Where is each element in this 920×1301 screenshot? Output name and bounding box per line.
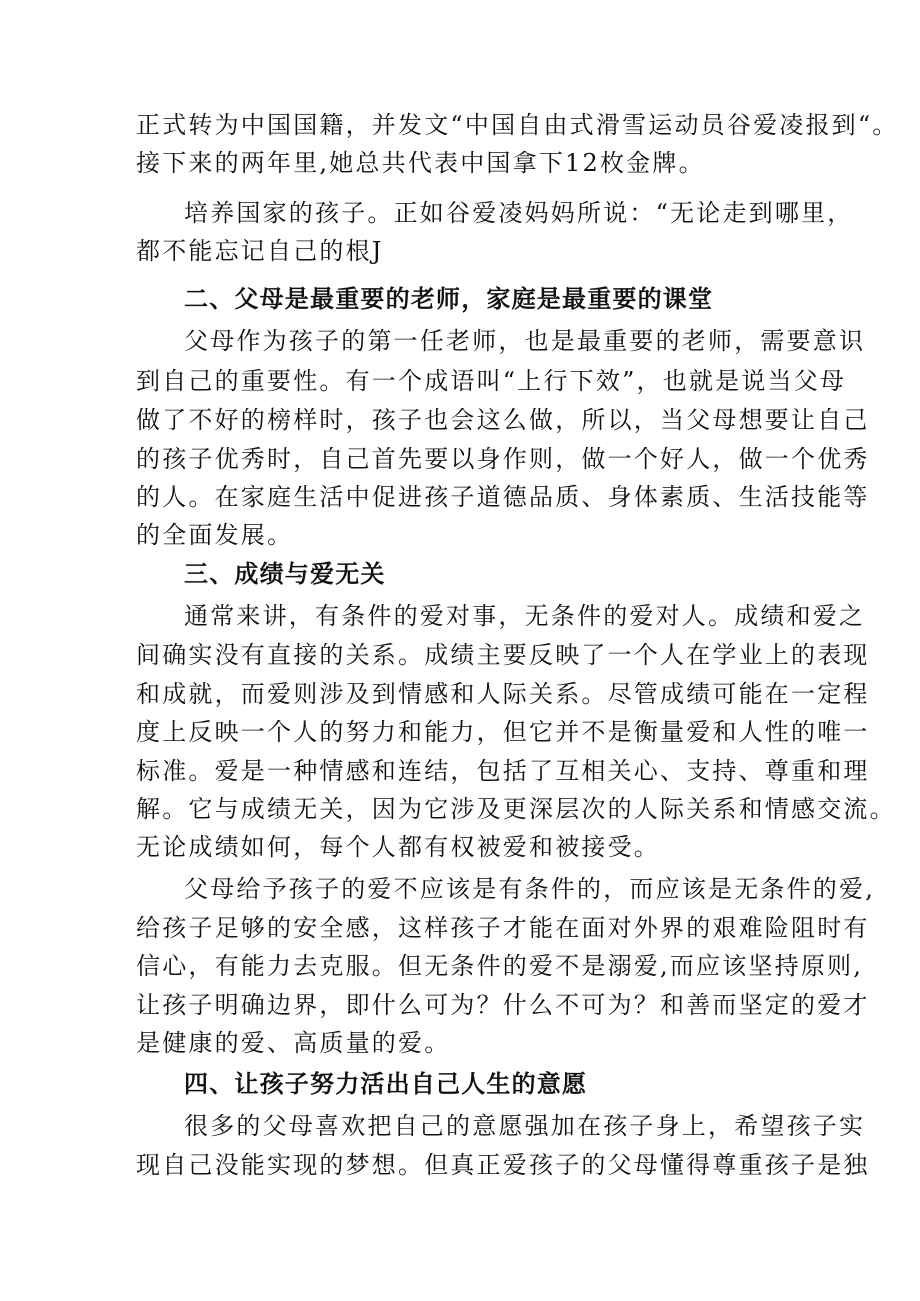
text-line: 让孩子明确边界，即什么可为？什么不可为？和善而坚定的爱才 xyxy=(136,991,870,1019)
text-line: 培养国家的孩子。正如谷爱凌妈妈所说：“无论走到哪里， xyxy=(184,199,854,227)
text-line: 到自己的重要性。有一个成语叫“上行下效”，也就是说当父母 xyxy=(136,367,847,395)
text-line: 间确实没有直接的关系。成绩主要反映了一个人在学业上的表现 xyxy=(136,641,870,669)
text-line: 很多的父母喜欢把自己的意愿强加在孩子身上，希望孩子实 xyxy=(184,1112,866,1140)
text-line: 给孩子足够的安全感，这样孩子才能在面对外界的艰难险阻时有 xyxy=(136,914,870,942)
section-heading: 二、父母是最重要的老师，家庭是最重要的课堂 xyxy=(184,285,714,313)
text-line: 的人。在家庭生活中促进孩子道德品质、身体素质、生活技能等 xyxy=(136,483,870,511)
text-line: 度上反映一个人的努力和能力，但它并不是衡量爱和人性的唯一 xyxy=(136,718,870,746)
text-line: 做了不好的榜样时，孩子也会这么做，所以，当父母想要让自己 xyxy=(136,406,870,434)
text-line: 都不能忘记自己的根J xyxy=(136,237,384,265)
text-line: 解。它与成绩无关，因为它涉及更深层次的人际关系和情感交流。 xyxy=(136,795,896,823)
section-heading: 四、让孩子努力活出自己人生的意愿 xyxy=(184,1070,588,1098)
text-line: 接下来的两年里,她总共代表中国拿下12枚金牌。 xyxy=(136,149,705,177)
text-line: 的孩子优秀时，自己首先要以身作则，做一个好人，做一个优秀 xyxy=(136,445,870,473)
text-line: 是健康的爱、高质量的爱。 xyxy=(136,1029,451,1057)
text-line: 的全面发展。 xyxy=(136,521,294,549)
section-heading: 三、成绩与爱无关 xyxy=(184,560,386,588)
text-line: 现自己没能实现的梦想。但真正爱孩子的父母懂得尊重孩子是独 xyxy=(136,1151,870,1179)
text-line: 正式转为中国国籍，并发文“中国自由式滑雪运动员谷爱凌报到“。 xyxy=(136,111,899,139)
text-line: 父母作为孩子的第一任老师，也是最重要的老师，需要意识 xyxy=(184,327,866,355)
text-line: 父母给予孩子的爱不应该是有条件的，而应该是无条件的爱, xyxy=(184,875,876,903)
text-line: 信心，有能力去克服。但无条件的爱不是溺爱,而应该坚持原则, xyxy=(136,952,864,980)
text-line: 无论成绩如何，每个人都有权被爱和被接受。 xyxy=(136,833,660,861)
text-line: 标准。爱是一种情感和连结，包括了互相关心、支持、尊重和理 xyxy=(136,757,870,785)
text-line: 和成就，而爱则涉及到情感和人际关系。尽管成绩可能在一定程 xyxy=(136,680,870,708)
text-line: 通常来讲，有条件的爱对事，无条件的爱对人。成绩和爱之 xyxy=(184,602,866,630)
